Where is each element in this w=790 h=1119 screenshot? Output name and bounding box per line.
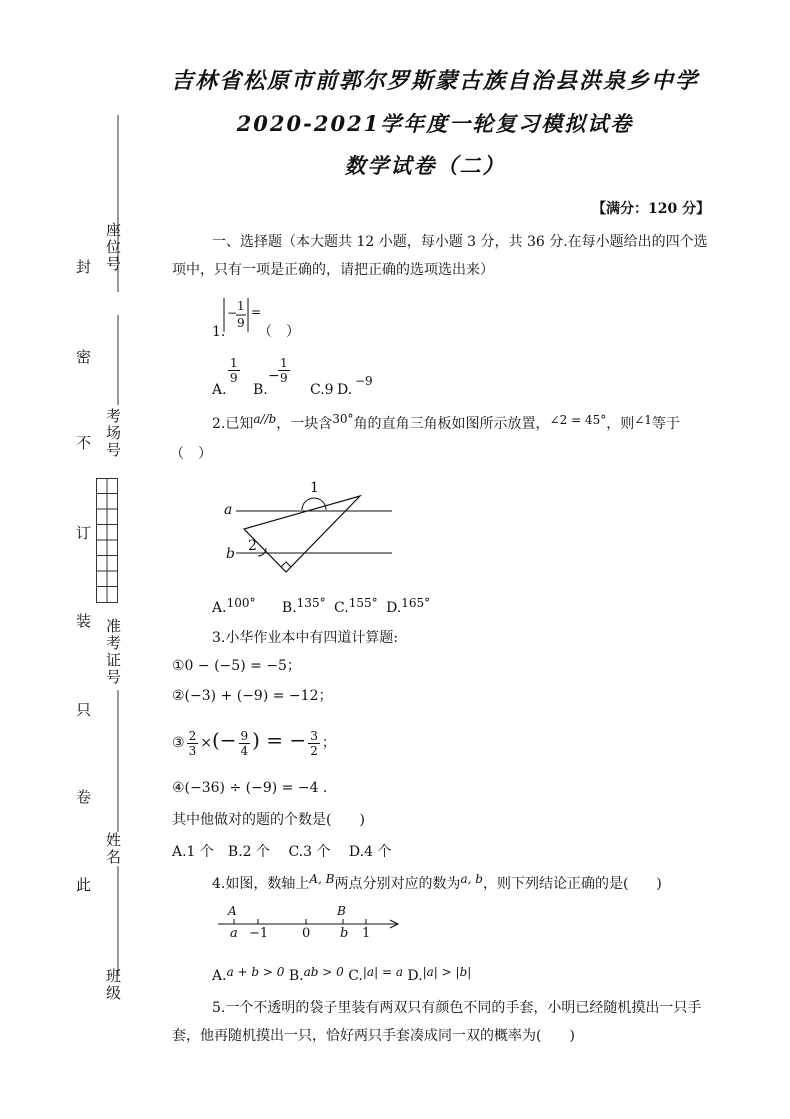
q4-axis-B: B <box>337 904 346 918</box>
q4-stem <box>212 874 662 894</box>
q4-opt-c: C. <box>348 968 363 984</box>
q1-b-sign: − <box>268 368 280 384</box>
q4-opt-c-val: |a| = a <box>362 965 403 979</box>
q4-opt-d: D. <box>407 968 423 984</box>
seal-char-8: 此 <box>76 876 92 894</box>
q3-frac-b <box>239 729 251 758</box>
q4-axis-a: a <box>230 926 238 941</box>
q2-paren: （ ） <box>170 446 212 462</box>
q2-fig-label-1: 1 <box>310 480 319 496</box>
q3-frac-b-num: 9 <box>240 728 249 743</box>
q1-option-b-value <box>278 356 290 385</box>
seal-char-1: 封 <box>76 258 92 276</box>
q4-opt-a-val: a + b > 0 <box>226 965 285 979</box>
q4-number-line <box>214 904 404 946</box>
q1-option-d-value: −9 <box>355 374 373 388</box>
q1-neg: − <box>227 306 238 320</box>
q1-option-a-value <box>228 356 240 385</box>
q3-item3-pre: ③ <box>172 735 185 751</box>
ticket-number-grid[interactable] <box>96 478 118 603</box>
q3-frac-a-num: 2 <box>188 728 197 743</box>
seal-char-6: 只 <box>76 701 92 719</box>
q3-frac-c-num: 3 <box>310 728 318 743</box>
q4-points: A, B <box>309 872 335 886</box>
q2-opt-c-val: 155° <box>348 596 378 610</box>
q3-item-4: ④(−36) ÷ (−9) = −4 . <box>172 780 328 796</box>
q3-frac-c <box>308 729 320 758</box>
q2-stem-a: 2.已知 <box>212 416 254 432</box>
q3-frac-c-den: 2 <box>310 743 318 758</box>
q2-opt-a: A. <box>212 600 227 616</box>
seal-char-5: 装 <box>76 612 92 630</box>
q3-stem: 3.小华作业本中有四道计算题: <box>212 630 399 646</box>
q4-opt-a: A. <box>212 968 227 984</box>
q3-frac-a-den: 3 <box>188 743 197 758</box>
q2-angle1: ∠1 <box>634 413 652 427</box>
q2-figure <box>220 478 400 578</box>
q3-times: × <box>200 735 212 751</box>
q1-option-a-label: A. <box>212 382 227 398</box>
q1-a-num: 1 <box>230 356 238 370</box>
q4-options <box>212 966 471 986</box>
section-heading-cont: 项中，只有一项是正确的，请把正确的选项选出来） <box>172 262 494 278</box>
q4-opt-d-val: |a| > |b| <box>422 965 472 979</box>
q3-rparen: ) = − <box>252 728 307 752</box>
q2-fig-label-b: b <box>226 546 235 562</box>
q4-axis-b: b <box>340 926 349 941</box>
title-line-1: 吉林省松原市前郭尔罗斯蒙古族自治县洪泉乡中学 <box>170 68 699 94</box>
q1-number: 1. <box>212 324 226 340</box>
q1-paren: （ ） <box>258 324 300 340</box>
q4-stem-c: ，则下列结论正确的是( ) <box>482 876 662 892</box>
seal-char-4: 订 <box>76 524 92 542</box>
q3-question: 其中他做对的题的个数是( ) <box>172 812 365 828</box>
seal-char-7: 卷 <box>76 788 92 806</box>
q2-options <box>212 598 430 618</box>
q1-b-den: 9 <box>280 371 288 385</box>
full-score: 【满分：120 分】 <box>592 201 711 217</box>
q2-opt-b-val: 135° <box>296 596 326 610</box>
q4-axis-A: A <box>228 904 237 918</box>
class-label: 班级 <box>104 968 122 1002</box>
q2-parallel: a//b <box>253 412 277 426</box>
q3-item-2: ②(−3) + (−9) = −12； <box>172 688 333 704</box>
q4-tick-m1: −1 <box>249 926 269 941</box>
q2-fig-label-a: a <box>224 502 233 518</box>
q4-stem-a: 4.如图，数轴上 <box>212 876 310 892</box>
q2-opt-b: B. <box>281 600 297 616</box>
q4-stem-b: 两点分别对应的数为 <box>334 876 461 892</box>
q1-b-num: 1 <box>280 356 288 370</box>
q2-angle30: 30° <box>332 412 354 426</box>
seal-char-3: 不 <box>76 434 92 452</box>
ticket-no-label: 准考证号 <box>104 618 122 686</box>
q4-opt-b: B. <box>288 968 304 984</box>
q2-opt-d-val: 165° <box>401 596 431 610</box>
q2-stem-e: 等于 <box>651 416 680 432</box>
q3-frac-b-den: 4 <box>240 743 249 758</box>
seal-char-2: 密 <box>76 348 92 366</box>
q3-frac-a <box>187 729 199 758</box>
q3-lparen: (− <box>211 728 237 752</box>
q5-stem: 5.一个不透明的袋子里装有两双只有颜色不同的手套，小明已经随机摸出一只手 <box>212 1000 702 1016</box>
q2-fig-label-2: 2 <box>248 538 257 554</box>
q4-tick-1: 1 <box>362 926 371 941</box>
q1-option-b-label: B. <box>253 382 268 398</box>
q5-stem-cont: 套，他再随机摸出一只，恰好两只手套凑成同一双的概率为( ) <box>172 1028 575 1044</box>
q3-options: A.1 个 B.2 个 C.3 个 D.4 个 <box>172 844 392 860</box>
q2-angle2: ∠2 = 45° <box>549 413 607 427</box>
q1-eq: = <box>251 305 262 319</box>
q4-vars: a, b <box>460 872 483 886</box>
q2-stem-c: 角的直角三角板如图所示放置， <box>353 416 550 432</box>
q3-item3-end: ； <box>321 735 336 751</box>
q3-item-1: ①0 − (−5) = −5； <box>172 658 301 674</box>
q2-opt-d: D. <box>386 600 402 616</box>
q2-opt-a-val: 100° <box>226 596 256 610</box>
q2-stem-b: ，一块含 <box>276 416 333 432</box>
seat-no-label: 座位号 <box>104 222 122 273</box>
exam-room-label: 考场号 <box>104 408 122 459</box>
q1-a-den: 9 <box>230 371 238 385</box>
title-line-2: 2020-2021学年度一轮复习模拟试卷 <box>236 111 634 136</box>
section-heading: 一、选择题（本大题共 12 小题，每小题 3 分，共 36 分.在每小题给出的四个选 <box>212 234 708 250</box>
q1-frac-num: 1 <box>237 299 245 313</box>
q2-opt-c: C. <box>334 600 349 616</box>
q1-option-c: C.9 <box>310 382 334 398</box>
q1-frac-den: 9 <box>237 316 245 330</box>
q2-stem <box>212 414 680 434</box>
q4-tick-0: 0 <box>302 926 311 941</box>
q2-stem-d: ，则 <box>606 416 635 432</box>
name-label: 姓名 <box>104 832 122 866</box>
title-line-3: 数学试卷（二） <box>344 153 506 178</box>
q3-item-3 <box>172 718 336 762</box>
q4-opt-b-val: ab > 0 <box>303 965 344 979</box>
q1-option-d-label: D. <box>337 382 353 398</box>
